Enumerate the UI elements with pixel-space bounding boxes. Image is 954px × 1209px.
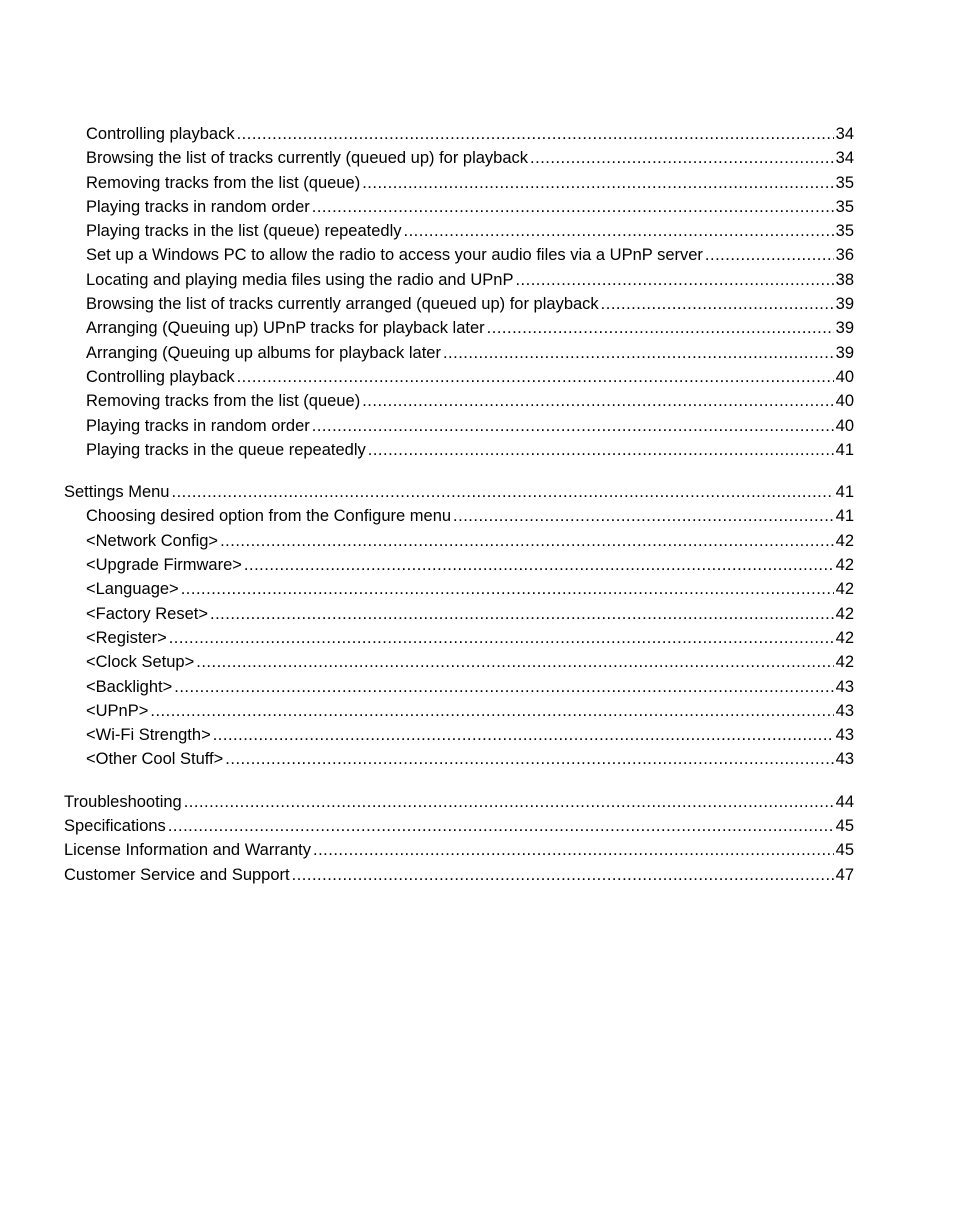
toc-entry-page-number: 39 xyxy=(835,295,854,314)
toc-entry-page-number: 40 xyxy=(835,367,854,386)
toc-entry-page-number: 43 xyxy=(835,750,854,769)
toc-entry-page-number: 43 xyxy=(835,726,854,745)
toc-entry-page-number: 35 xyxy=(835,222,854,241)
toc-entry-title: Choosing desired option from the Configure menu xyxy=(86,507,452,526)
toc-entry-title: Playing tracks in the list (queue) repeatedly xyxy=(86,222,402,241)
toc-entry-page-number: 43 xyxy=(835,701,854,720)
toc-entry[interactable] xyxy=(64,602,854,626)
dot-leader xyxy=(220,529,834,553)
dot-leader xyxy=(237,365,834,389)
toc-entry[interactable] xyxy=(64,863,854,887)
toc-entry[interactable] xyxy=(64,219,854,243)
toc-entry-title: Browsing the list of tracks currently (queued up) for playback xyxy=(86,149,529,168)
toc-entry[interactable] xyxy=(64,316,854,340)
dot-leader xyxy=(312,195,834,219)
toc-entry-page-number: 45 xyxy=(835,817,854,836)
toc-entry[interactable] xyxy=(64,195,854,219)
toc-entry[interactable] xyxy=(64,577,854,601)
dot-leader xyxy=(368,438,834,462)
dot-leader xyxy=(174,675,833,699)
toc-entry[interactable] xyxy=(64,504,854,528)
toc-entry-title: <Language> xyxy=(86,580,179,599)
dot-leader xyxy=(292,863,834,887)
dot-leader xyxy=(404,219,834,243)
toc-entry[interactable] xyxy=(64,268,854,292)
toc-entry[interactable] xyxy=(64,838,854,862)
toc-entry-page-number: 35 xyxy=(835,173,854,192)
toc-entry-page-number: 42 xyxy=(835,580,854,599)
toc-entry-title: Troubleshooting xyxy=(64,792,182,811)
dot-leader xyxy=(313,838,834,862)
toc-entry-title: <Factory Reset> xyxy=(86,604,208,623)
dot-leader xyxy=(184,790,834,814)
toc-entry-title: Playing tracks in the queue repeatedly xyxy=(86,440,366,459)
dot-leader xyxy=(487,316,834,340)
toc-entry-title: License Information and Warranty xyxy=(64,841,312,860)
dot-leader xyxy=(705,243,834,267)
dot-leader xyxy=(362,389,833,413)
toc-entry[interactable] xyxy=(64,122,854,146)
toc-entry[interactable] xyxy=(64,389,854,413)
toc-entry[interactable] xyxy=(64,814,854,838)
toc-entry[interactable] xyxy=(64,529,854,553)
toc-entry-title: <Clock Setup> xyxy=(86,653,195,672)
dot-leader xyxy=(515,268,833,292)
toc-entry-page-number: 41 xyxy=(835,440,854,459)
toc-entry[interactable] xyxy=(64,553,854,577)
toc-entry[interactable] xyxy=(64,480,854,504)
toc-entry-page-number: 44 xyxy=(835,792,854,811)
dot-leader xyxy=(169,626,834,650)
toc-entry-title: Locating and playing media files using the radio and UPnP xyxy=(86,270,514,289)
dot-leader xyxy=(213,723,834,747)
toc-entry-page-number: 42 xyxy=(835,653,854,672)
toc-entry-title: <Network Config> xyxy=(86,531,219,550)
toc-entry-title: <Other Cool Stuff> xyxy=(86,750,224,769)
toc-entry[interactable] xyxy=(64,243,854,267)
toc-entry-page-number: 34 xyxy=(835,149,854,168)
toc-entry-page-number: 47 xyxy=(835,865,854,884)
toc-entry-page-number: 36 xyxy=(835,246,854,265)
toc-entry[interactable] xyxy=(64,146,854,170)
toc-section xyxy=(64,122,854,462)
toc-entry[interactable] xyxy=(64,414,854,438)
toc-entry-title: Controlling playback xyxy=(86,367,235,386)
toc-entry[interactable] xyxy=(64,626,854,650)
dot-leader xyxy=(312,414,834,438)
toc-entry[interactable] xyxy=(64,292,854,316)
toc-section xyxy=(64,480,854,772)
toc-entry-title: Customer Service and Support xyxy=(64,865,290,884)
dot-leader xyxy=(237,122,834,146)
toc-entry-title: <Register> xyxy=(86,628,167,647)
toc-entry[interactable] xyxy=(64,341,854,365)
toc-entry-page-number: 41 xyxy=(835,507,854,526)
toc-entry-page-number: 42 xyxy=(835,628,854,647)
toc-entry-title: Removing tracks from the list (queue) xyxy=(86,173,361,192)
toc-entry-page-number: 39 xyxy=(835,319,854,338)
toc-entry[interactable] xyxy=(64,675,854,699)
toc-entry[interactable] xyxy=(64,438,854,462)
dot-leader xyxy=(225,747,833,771)
toc-entry-title: Settings Menu xyxy=(64,483,170,502)
toc-section xyxy=(64,790,854,887)
toc-entry-page-number: 38 xyxy=(835,270,854,289)
toc-entry-title: Set up a Windows PC to allow the radio to access your audio files via a UPnP server xyxy=(86,246,703,265)
toc-entry[interactable] xyxy=(64,747,854,771)
toc-entry-page-number: 34 xyxy=(835,125,854,143)
dot-leader xyxy=(244,553,834,577)
toc-entry-page-number: 39 xyxy=(835,343,854,362)
dot-leader xyxy=(362,171,833,195)
dot-leader xyxy=(453,504,834,528)
toc-entry-title: Playing tracks in random order xyxy=(86,197,310,216)
toc-entry-title: <Backlight> xyxy=(86,677,173,696)
toc-entry-page-number: 42 xyxy=(835,604,854,623)
toc-entry-title: <UPnP> xyxy=(86,701,149,720)
toc-entry-page-number: 35 xyxy=(835,197,854,216)
dot-leader xyxy=(443,341,834,365)
toc-entry-title: Playing tracks in random order xyxy=(86,416,310,435)
table-of-contents xyxy=(64,122,854,887)
toc-entry-title: Arranging (Queuing up albums for playback later xyxy=(86,343,441,362)
toc-entry-page-number: 40 xyxy=(835,392,854,411)
toc-entry-page-number: 43 xyxy=(835,677,854,696)
toc-entry-title: Browsing the list of tracks currently arranged (queued up) for playback xyxy=(86,295,599,314)
dot-leader xyxy=(181,577,834,601)
dot-leader xyxy=(601,292,834,316)
toc-entry-title: <Wi-Fi Strength> xyxy=(86,726,211,745)
toc-entry-page-number: 41 xyxy=(835,483,854,502)
dot-leader xyxy=(168,814,834,838)
toc-entry[interactable] xyxy=(64,699,854,723)
dot-leader xyxy=(530,146,834,170)
toc-entry[interactable] xyxy=(64,365,854,389)
dot-leader xyxy=(171,480,833,504)
toc-entry-page-number: 42 xyxy=(835,531,854,550)
toc-entry[interactable] xyxy=(64,790,854,814)
toc-entry-title: Arranging (Queuing up) UPnP tracks for playback later xyxy=(86,319,485,338)
dot-leader xyxy=(150,699,833,723)
dot-leader xyxy=(196,650,833,674)
toc-entry-title: <Upgrade Firmware> xyxy=(86,556,242,575)
toc-entry-page-number: 42 xyxy=(835,556,854,575)
toc-entry[interactable] xyxy=(64,171,854,195)
toc-entry-page-number: 40 xyxy=(835,416,854,435)
toc-entry-title: Controlling playback xyxy=(86,125,235,143)
toc-entry[interactable] xyxy=(64,723,854,747)
toc-entry[interactable] xyxy=(64,650,854,674)
dot-leader xyxy=(210,602,834,626)
toc-entry-title: Specifications xyxy=(64,817,166,836)
toc-entry-title: Removing tracks from the list (queue) xyxy=(86,392,361,411)
toc-entry-page-number: 45 xyxy=(835,841,854,860)
